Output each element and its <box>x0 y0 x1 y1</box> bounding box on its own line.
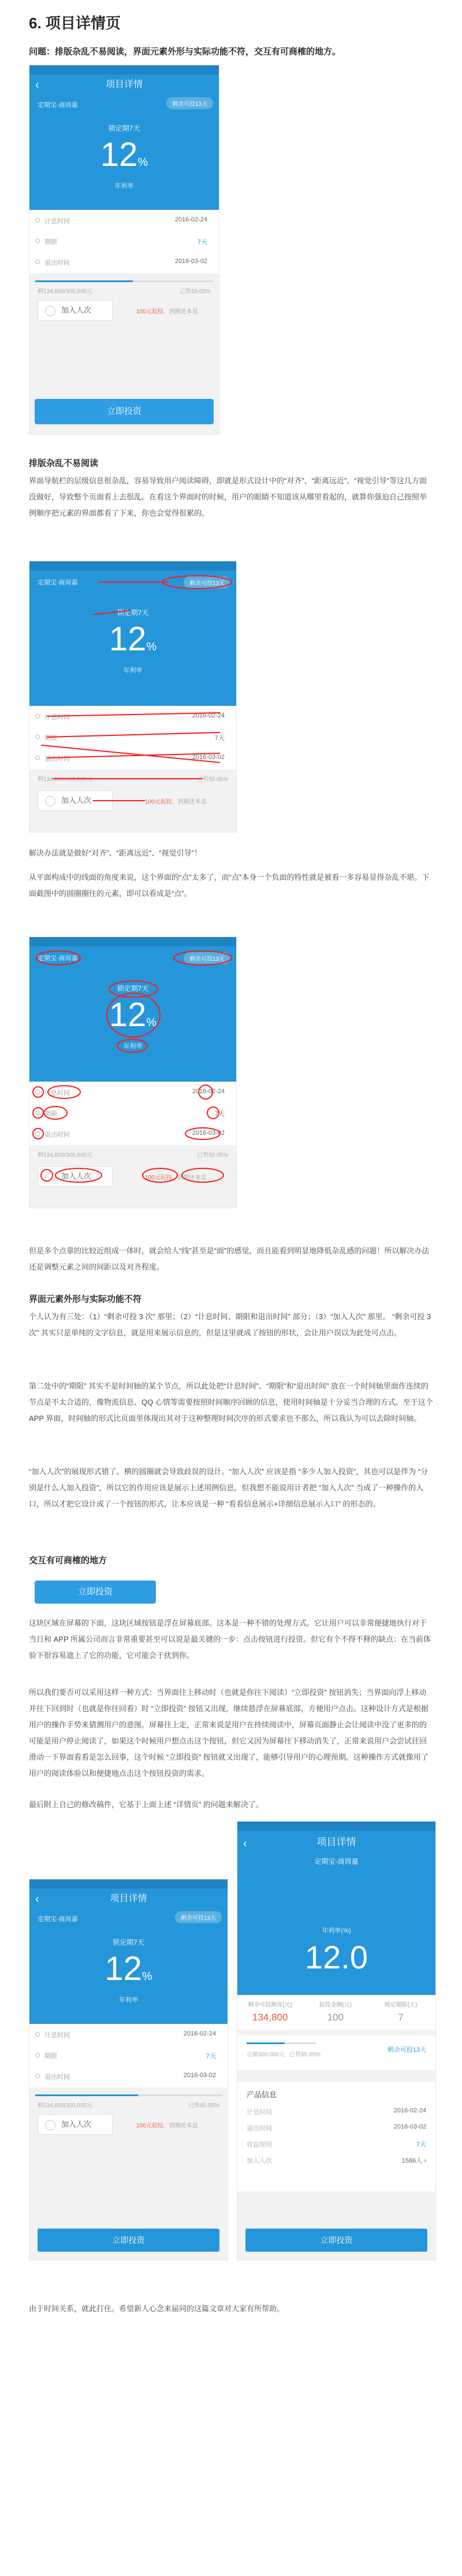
timeline-dot-icon <box>35 2074 40 2078</box>
timeline-row: 退出时间 2016-03-02 <box>29 251 219 272</box>
info-row-join-count[interactable]: 加入人次 1586人 › <box>247 2157 426 2164</box>
figure-cell: 剩余可投额度(元) 134,800 <box>248 2002 292 2023</box>
figure-cell: 锁定期限(天) 7 <box>384 2002 418 2023</box>
product-name: 定期宝-商周嘉 <box>314 1857 359 1866</box>
closing-paragraph: 由于时间关系，就此打住。希望新人心念来届同的这篇文章对大家有所帮助。 <box>29 2304 285 2313</box>
timeline-row: 期限 7天 <box>29 2045 228 2066</box>
product-name: 定期宝-商周嘉 <box>38 955 78 962</box>
rate-label: 年利率 <box>123 1043 143 1050</box>
paragraph: 但是多个点靠的比较近组成一体时，就会给人“线”甚至是“面”的感觉，而且能看到明显地降低杂乱感的问题！所以解决办法还是调整元素之间的间距以及对齐程度。 <box>29 1246 430 1271</box>
timeline-row: 期限 7天 <box>29 231 219 251</box>
interest-rate: 12% <box>100 136 148 173</box>
rate-label: 年利率(%) <box>322 1927 351 1934</box>
join-count-button[interactable]: 加入人次 <box>38 2114 113 2135</box>
remaining-amount: 剩134,800/300,000元 <box>38 288 93 295</box>
sold-percent: 已售55.05% <box>289 2052 321 2058</box>
product-name: 定期宝-商周嘉 <box>38 1916 78 1923</box>
remaining-days-pill: 剩余可投13天 <box>184 576 230 589</box>
invest-button[interactable]: 立即投资 <box>38 2229 219 2252</box>
back-icon[interactable]: ‹ <box>35 79 39 91</box>
timeline-dot-icon <box>35 1111 40 1115</box>
join-count-button[interactable]: 加入人次 <box>38 300 113 321</box>
back-icon[interactable]: ‹ <box>35 1893 39 1905</box>
nav-title: 项目详情 <box>105 80 143 90</box>
timeline-dot-icon <box>35 1131 40 1136</box>
back-icon[interactable]: ‹ <box>243 1837 247 1850</box>
min-invest-note: 100元起投，到期还本息 <box>136 309 198 315</box>
lock-period: 锁定期7天 <box>117 609 149 617</box>
remaining-amount: 剩134,800/300,000元 <box>38 1152 93 1159</box>
section-title-layout: 排版杂乱不易阅读 <box>29 458 99 468</box>
product-name: 定期宝-商周嘉 <box>38 579 78 586</box>
nav-title: 项目详情 <box>110 1894 147 1904</box>
section-title-mismatch: 界面元素外形与实际功能不符 <box>29 1294 142 1304</box>
paragraph: 所以我们要否可以采用这样一种方式：当界面往上移动时（也就是你往下阅读）“立即投资” 按钮消失；当界面向浮上移动并往下回到时（也就是你往回看）时 “立即投资” 按钮又出现，继续悬浮在屏幕底部，方便用户点击。这种设计方式是根据用户的操作手势来猜测用户的意图。屏幕往上走，正常来说是用户在持续阅读中，屏幕页面静止会让阅读中没了更多的的可能是用户停止阅读了，如果这个时候用户想点击这个按钮，但它又因为屏幕往下移动消失了，正常来说用户会尝试往回滑动一下界面看看是怎么回事，这个时候 “立即投资” 按钮就又出现了，能够引导用户的心理预期。这种操作方式就像用了用户的阅读体验以和便捷地点击这个按钮投资的需求。 <box>29 1688 429 1778</box>
timeline-row: 退出时间 2016-03-02 <box>29 2066 228 2086</box>
timeline-row: 计息时间 2016-02-24 <box>29 2024 228 2045</box>
info-row: 退出时间 2016-03-02 <box>247 2123 426 2132</box>
invest-button-sample[interactable]: 立即投资 <box>35 1581 156 1604</box>
paragraph: 个人认为有三处：（1）“剩余可投 3 次” 那里；（2）“计息时间、期限和退出时间” 部分；（3）“加入人次” 那里。 “剩余可投 3 次” 其实只是单纯的文字信息，就是用来展示信息的，但是这里就成了按钮的形状，会让用户误以为此处可点击。 <box>29 1312 431 1337</box>
remaining-days-pill: 剩余可投13天 <box>175 1911 222 1923</box>
remaining-amount: 剩134,800/300,000元 <box>38 2103 93 2109</box>
lock-period: 锁定期7天 <box>113 1938 144 1946</box>
remaining-days-pill: 剩余可投13天 <box>166 97 213 109</box>
status-bar <box>237 1822 435 1831</box>
timeline-row: 期限 7天 <box>29 1102 236 1123</box>
rate-label: 年利率 <box>119 1997 138 2004</box>
timeline-dot-icon <box>35 239 40 243</box>
total-amount: 总额300,000元 <box>247 2052 285 2058</box>
lock-period: 锁定期7天 <box>117 984 149 993</box>
timeline-list <box>29 2024 228 2088</box>
interest-rate: 12% <box>109 996 157 1034</box>
progress-panel <box>237 2035 435 2070</box>
paragraph: 最后附上自己的修改稿件，它基于上面上述 “详情页” 的问题来解决了。 <box>29 1800 263 1809</box>
info-title: 产品信息 <box>247 2090 277 2099</box>
sold-progress <box>247 2042 316 2044</box>
phone-mockup-annotated-lines <box>29 561 237 832</box>
timeline-row: 计息时间 2016-02-24 <box>29 210 219 231</box>
sold-percent: 已售55.05% <box>188 2103 219 2109</box>
timeline-list <box>29 1082 236 1145</box>
status-bar <box>29 1879 228 1889</box>
rate-label: 年利率 <box>123 667 143 674</box>
status-bar <box>29 937 236 946</box>
rate-label: 年利率 <box>114 183 134 190</box>
min-invest-note: 100元起投，到期还本息 <box>145 1175 207 1181</box>
key-figures <box>237 1995 435 2030</box>
paragraph: “加入人次”的展现形式错了。横的圆圈就会导致歧误的设计。“加入人次” 应该是指 “多少人加入投资”，其也可以是伴为 “分别是什么人加入投资”，所以它的作用应该是展示上述用例信息，但我想不能说用计者把 “加入人次” 当成了一种操作的入口，所以才把它设计成了一个按钮的形式，让本应该是一种 “看看信息展示+详细信息展示入口” 的形态的。 <box>29 1467 429 1508</box>
interest-rate: 12.0 <box>305 1939 368 1975</box>
paragraph: 第二处中的“期限” 其实不是时间轴的某个节点，所以此处把“计息时间”、“期限”和“退出时间” 放在一个时间轴里面作连续的节点是不太合适的，像物流信息、QQ 心情等需要按照时间顺序回顾的信息，使用时间轴是十分妥当合理的方式。至于这个 APP 界面，时间轴的形式比页面里体现出其对于这种整理时间次序的形式要求也不那么，所以我认为可以去除时间轴。 <box>29 1382 433 1423</box>
timeline-dot-icon <box>35 714 40 719</box>
timeline-row: 退出时间 2016-03-02 <box>29 1123 236 1144</box>
product-info-panel <box>237 2082 435 2192</box>
remaining-days: 剩余可投13天 <box>387 2046 426 2053</box>
min-invest-note: 100元起投，到期还本息 <box>136 2123 198 2129</box>
timeline-row: 计息时间 2016-02-24 <box>29 706 236 727</box>
timeline-dot-icon <box>35 2032 40 2037</box>
interest-rate: 12% <box>105 1950 152 1987</box>
sold-percent: 已售55.05% <box>197 776 228 783</box>
timeline-list <box>29 210 219 273</box>
phone-mockup-annotated-circles <box>29 937 237 1208</box>
sold-percent: 已售55.05% <box>197 1152 228 1159</box>
product-name: 定期宝-商周嘉 <box>38 102 78 109</box>
remaining-amount: 剩134,800/300,000元 <box>38 776 93 783</box>
sold-progress <box>35 2094 222 2096</box>
issue-statement: 问题：排版杂乱不易阅读，界面元素外形与实际功能不符，交互有可商榷的地方。 <box>29 47 341 57</box>
info-row: 收益规则 7天 <box>247 2141 426 2148</box>
timeline-dot-icon <box>35 2053 40 2057</box>
lock-period: 锁定期7天 <box>108 124 140 132</box>
paragraph: 解决办法就是做好“对齐”、“距离远近”、“视觉引导”！ <box>29 849 202 857</box>
timeline-dot-icon <box>35 260 40 264</box>
nav-title: 项目详情 <box>316 1837 356 1848</box>
interest-rate: 12% <box>109 620 157 658</box>
phone-mockup-before <box>29 1879 228 2260</box>
timeline-row: 期限 7天 <box>29 727 236 747</box>
join-count-button[interactable]: 加入人次 <box>38 790 113 811</box>
min-invest-note: 100元起投，到期还本息 <box>145 799 207 805</box>
page-heading: 6. 项目详情页 <box>29 14 121 32</box>
sold-progress <box>35 280 213 282</box>
paragraph: 界面导航栏的层级信息很杂乱，容易导致用户阅读障碍，即就是形式设计中的“对齐”、“距离远近”、“视觉引导”等这几方面没做好，导致整个页面看上去很乱。在看这个界面时的时候，用户的眼睛不知道该从哪里看起的，就算你强迫自己按照举例顺序把元素的界面都看了下来，你也会觉得很累的。 <box>29 476 427 517</box>
paragraph: 从平面构成中的线面的角度来说，这个界面的“点”太多了，而“点”本身一个负面的特性就是被看一多容易显得杂乱不堪。下面截图中的圆圈圈住的元素，即可以看成是“点”。 <box>29 873 430 898</box>
timeline-dot-icon <box>35 1090 40 1094</box>
timeline-list <box>29 706 236 769</box>
sold-percent: 已售55.05% <box>180 288 211 295</box>
paragraph: 这块区域在屏幕的下面，这块区域按钮是浮在屏幕底部。这本是一种不错的处理方式。它让用户可以非常便捷地执行对于当日和 APP 所属公司而言非常重要甚至可以说是最关键的一步：点击按钮进行投资。但它有个不得不释的缺点：在当前体验下很容易遮上了它的功能，它可能会干扰到你。 <box>29 1619 431 1660</box>
timeline-row: 计息时间 2016-02-24 <box>29 1082 236 1102</box>
status-bar <box>29 65 219 75</box>
timeline-dot-icon <box>35 735 40 739</box>
phone-mockup-original <box>29 65 219 435</box>
info-row: 计息时间 2016-02-24 <box>247 2107 426 2116</box>
timeline-row: 退出时间 2016-03-02 <box>29 747 236 768</box>
invest-button[interactable]: 立即投资 <box>245 2229 427 2252</box>
remaining-days-pill: 剩余可投13天 <box>184 952 230 964</box>
figure-cell: 起投金额(元) 100 <box>319 2002 352 2023</box>
join-count-button[interactable]: 加入人次 <box>38 1166 113 1187</box>
timeline-dot-icon <box>35 756 40 760</box>
status-bar <box>29 561 236 571</box>
invest-button-sample[interactable]: 立即投资 <box>35 399 214 424</box>
phone-mockup-redesign <box>237 1821 436 2260</box>
section-title-interaction: 交互有可商榷的地方 <box>29 1556 107 1565</box>
timeline-dot-icon <box>35 218 40 223</box>
